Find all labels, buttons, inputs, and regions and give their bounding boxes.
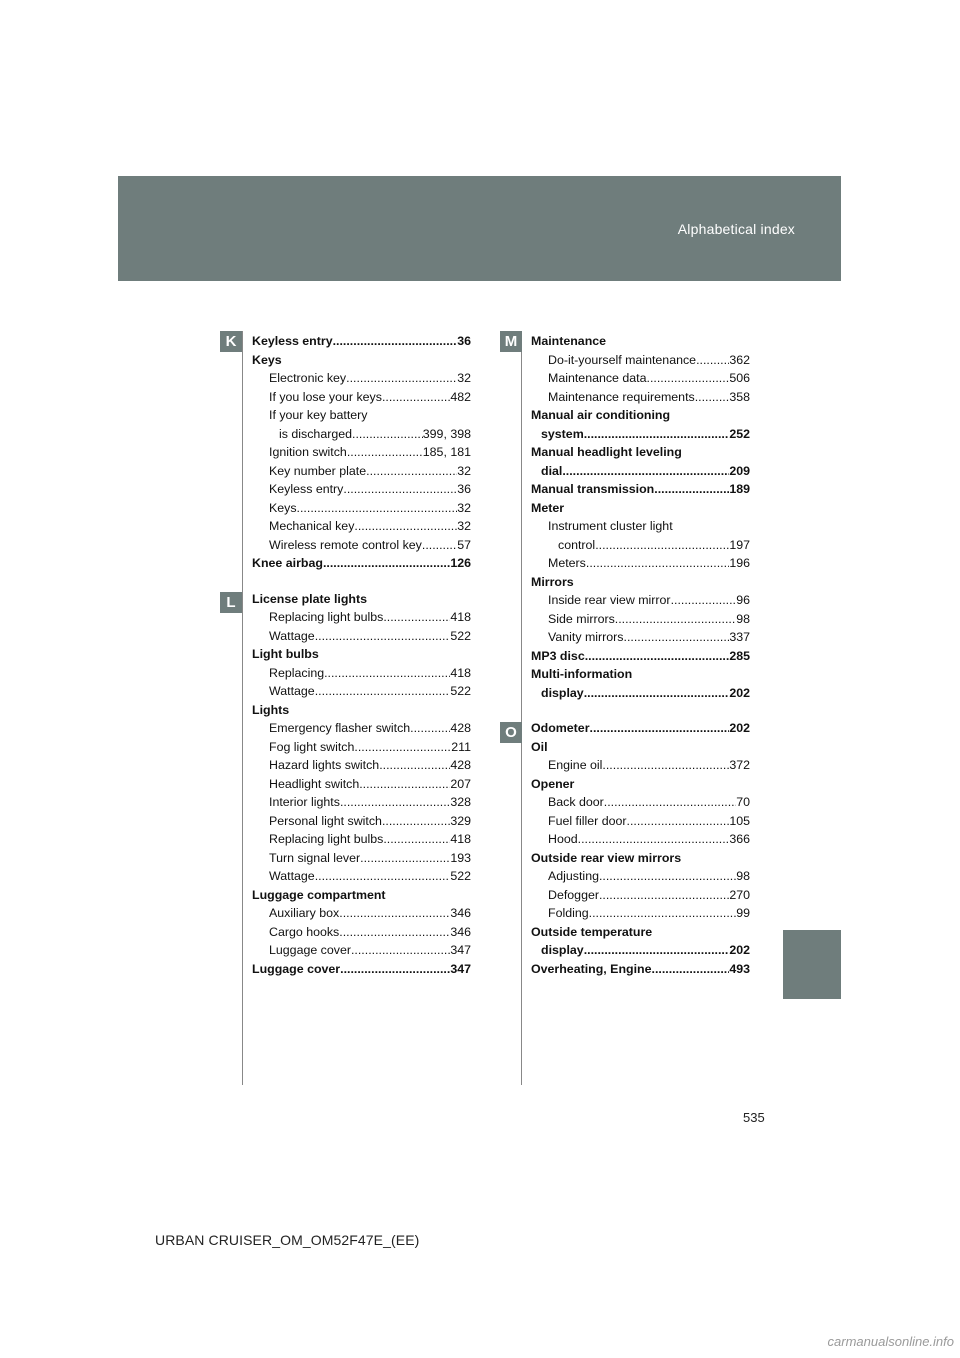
index-column-left [252, 332, 471, 978]
dot-leader [383, 608, 450, 627]
dot-leader [624, 628, 730, 647]
entry-term: Auxiliary box [269, 906, 340, 920]
page-reference[interactable]: 399, 398 [422, 426, 471, 441]
dot-leader [584, 425, 730, 444]
index-subentry [531, 591, 750, 610]
index-subentry [531, 369, 750, 388]
section-thumb-tab [783, 930, 841, 999]
dot-leader [589, 904, 737, 923]
page-reference[interactable]: 328 [450, 795, 471, 809]
index-heading [531, 775, 750, 794]
dot-leader [584, 684, 730, 703]
index-heading [531, 665, 750, 684]
page-reference[interactable]: 346 [450, 924, 471, 939]
dot-leader [366, 462, 457, 481]
index-subentry [252, 756, 471, 775]
index-heading [252, 645, 471, 664]
entry-term: Wattage [269, 869, 315, 883]
dot-leader [323, 554, 450, 573]
entry-term: If you lose your keys [269, 389, 382, 404]
dot-leader [599, 886, 729, 905]
dot-leader [599, 867, 736, 886]
watermark: carmanualsonline.info [827, 1334, 954, 1349]
dot-leader [352, 425, 423, 444]
index-subentry [531, 610, 750, 629]
index-column-right [531, 332, 750, 978]
index-subentry [252, 608, 471, 627]
dot-leader [347, 443, 423, 462]
entry-term: Wattage [269, 684, 315, 698]
section-letter-l: L [220, 592, 242, 613]
dot-leader [346, 369, 457, 388]
page-reference[interactable]: 428 [450, 758, 471, 772]
entry-term: Folding [548, 906, 589, 920]
dot-leader [333, 332, 458, 351]
entry-term: Engine oil [548, 758, 603, 772]
page-reference[interactable]: 211 [451, 739, 471, 754]
page-reference[interactable]: 193 [450, 850, 471, 865]
index-heading [531, 406, 750, 425]
dot-leader [354, 517, 457, 536]
entry-term: Keyless entry [252, 334, 333, 348]
dot-leader [595, 536, 729, 555]
index-subentry [252, 369, 471, 388]
index-heading [252, 351, 471, 370]
entry-term: Manual transmission [531, 482, 655, 496]
entry-term: Manual air conditioning [531, 408, 671, 422]
dot-leader [652, 960, 730, 979]
dot-leader [315, 867, 451, 886]
page-reference[interactable]: 207 [450, 776, 471, 791]
entry-term: Luggage cover [252, 961, 341, 976]
index-subentry [531, 351, 750, 370]
index-subentry [252, 812, 471, 831]
dot-leader [354, 738, 451, 757]
entry-term: Personal light switch [269, 813, 382, 828]
page-reference[interactable]: 329 [450, 813, 471, 828]
index-heading [531, 923, 750, 942]
entry-term: Electronic key [269, 371, 347, 385]
entry-term: Outside temperature [531, 924, 653, 939]
dot-leader [410, 719, 450, 738]
index-heading [252, 590, 471, 609]
page-reference[interactable]: 96 [736, 593, 750, 607]
index-heading [252, 332, 471, 351]
index-subentry [252, 499, 471, 518]
index-heading [531, 332, 750, 351]
dot-leader [324, 664, 450, 683]
page-reference[interactable]: 189 [729, 482, 750, 496]
entry-term: Mirrors [531, 574, 574, 589]
entry-term: Mechanical key [269, 519, 355, 533]
entry-term: Headlight switch [269, 776, 360, 791]
dot-leader [584, 941, 730, 960]
index-heading [531, 684, 750, 703]
index-subentry [252, 664, 471, 683]
page-reference[interactable]: 346 [450, 906, 471, 920]
page-reference[interactable]: 522 [450, 869, 471, 883]
header-title: Alphabetical index [677, 221, 795, 237]
dot-leader [615, 610, 736, 629]
section-letter-m: M [500, 331, 522, 352]
dot-leader [671, 591, 737, 610]
index-subentry [531, 756, 750, 775]
page-reference[interactable]: 98 [736, 611, 750, 626]
entry-term: Knee airbag [252, 556, 323, 570]
index-subentry [252, 867, 471, 886]
page-reference[interactable]: 418 [450, 610, 471, 624]
entry-term: Maintenance data [548, 371, 647, 385]
dot-leader [654, 480, 729, 499]
entry-term: Hazard lights switch [269, 758, 380, 772]
entry-term: Wireless remote control key [269, 537, 422, 552]
page-reference[interactable]: 32 [457, 371, 471, 385]
page-reference[interactable]: 197 [729, 537, 750, 552]
page-reference[interactable]: 185, 181 [422, 445, 471, 459]
entry-term: display [541, 685, 584, 700]
index-subentry [531, 904, 750, 923]
entry-term: Keys [252, 352, 282, 367]
index-subentry [252, 904, 471, 923]
page-reference[interactable]: 270 [729, 887, 750, 902]
dot-leader [339, 904, 450, 923]
entry-term: Luggage cover [269, 943, 351, 957]
entry-term: Replacing light bulbs [269, 832, 384, 846]
entry-term: Wattage [269, 628, 315, 643]
page-reference[interactable]: 252 [729, 426, 750, 441]
dot-leader [340, 960, 450, 979]
entry-term: MP3 disc [531, 648, 585, 663]
page-reference[interactable]: 522 [450, 684, 471, 698]
index-subentry [531, 886, 750, 905]
page-reference[interactable]: 506 [729, 371, 750, 385]
dot-leader [382, 812, 450, 831]
entry-term: Emergency flasher switch [269, 721, 411, 735]
dot-leader [585, 647, 730, 666]
entry-term: Back door [548, 795, 604, 809]
index-heading [531, 849, 750, 868]
entry-term: Replacing light bulbs [269, 610, 384, 624]
dot-leader [578, 830, 730, 849]
entry-term: Meter [531, 500, 565, 515]
index-subentry [531, 812, 750, 831]
page-reference[interactable]: 358 [729, 389, 750, 404]
entry-term: Ignition switch [269, 445, 347, 459]
entry-term: Outside rear view mirrors [531, 850, 682, 865]
entry-term: Opener [531, 776, 575, 791]
index-subentry [252, 682, 471, 701]
page-reference[interactable]: 32 [457, 500, 471, 515]
index-heading [252, 960, 471, 979]
page-reference[interactable]: 418 [450, 665, 471, 680]
page-reference[interactable]: 482 [450, 389, 471, 404]
entry-term: Luggage compartment [252, 887, 386, 902]
dot-leader [351, 941, 450, 960]
index-subentry [252, 443, 471, 462]
index-heading [531, 573, 750, 592]
page-reference[interactable]: 372 [729, 758, 750, 772]
index-heading [531, 425, 750, 444]
entry-term: Adjusting [548, 869, 599, 883]
index-subentry [531, 517, 750, 536]
index-subentry [531, 793, 750, 812]
section-letter-o: O [500, 722, 522, 743]
page-reference[interactable]: 362 [729, 352, 750, 367]
index-heading [252, 701, 471, 720]
index-subentry [252, 830, 471, 849]
page-reference[interactable]: 209 [729, 463, 750, 478]
entry-term: display [541, 943, 584, 957]
section-letter-k: K [220, 331, 242, 352]
dot-leader [695, 388, 730, 407]
index-subentry [252, 849, 471, 868]
column-rule-right [521, 331, 522, 1085]
entry-term: Interior lights [269, 795, 340, 809]
dot-leader [627, 812, 730, 831]
index-subentry [252, 719, 471, 738]
dot-leader [315, 682, 451, 701]
page-reference[interactable]: 366 [729, 832, 750, 846]
index-heading [531, 719, 750, 738]
index-subentry [252, 388, 471, 407]
page-reference[interactable]: 99 [736, 906, 750, 920]
entry-term: Turn signal lever [269, 850, 361, 865]
index-subentry [252, 462, 471, 481]
page-reference[interactable]: 493 [729, 961, 750, 976]
entry-term: Overheating, Engine [531, 961, 652, 976]
entry-term: dial [541, 463, 563, 478]
entry-term: Key number plate [269, 463, 367, 478]
page-reference[interactable]: 202 [729, 943, 750, 957]
page-reference[interactable]: 337 [729, 630, 750, 644]
dot-leader [382, 388, 450, 407]
index-subentry [531, 388, 750, 407]
page-reference[interactable]: 98 [736, 869, 750, 883]
dot-leader [696, 351, 729, 370]
entry-term: Maintenance [531, 334, 607, 348]
entry-term: Manual headlight leveling [531, 445, 682, 459]
dot-leader [339, 923, 450, 942]
entry-term: is discharged [279, 426, 353, 441]
entry-term: Do-it-yourself maintenance [548, 352, 697, 367]
index-subentry [252, 738, 471, 757]
entry-term: Replacing [269, 665, 325, 680]
entry-term: Vanity mirrors [548, 630, 624, 644]
dot-leader [297, 499, 458, 518]
page-reference[interactable]: 126 [450, 556, 471, 570]
page-reference[interactable]: 522 [450, 628, 471, 643]
dot-leader [422, 536, 457, 555]
entry-term: Hood [548, 832, 578, 846]
entry-term: Keys [269, 500, 297, 515]
dot-leader [343, 480, 457, 499]
index-subentry [252, 517, 471, 536]
page-reference[interactable]: 32 [457, 463, 471, 478]
index-subentry [252, 775, 471, 794]
entry-term: Lights [252, 702, 290, 717]
page-reference[interactable]: 70 [736, 795, 750, 809]
dot-leader [647, 369, 730, 388]
index-subentry [252, 793, 471, 812]
index-heading [531, 443, 750, 462]
dot-leader [586, 554, 729, 573]
index-heading [252, 886, 471, 905]
index-subentry [252, 923, 471, 942]
entry-term: Side mirrors [548, 611, 615, 626]
index-subentry [252, 480, 471, 499]
index-heading [531, 738, 750, 757]
page-reference[interactable]: 105 [729, 813, 750, 828]
entry-term: Multi-information [531, 667, 633, 681]
entry-term: Meters [548, 556, 586, 570]
index-subentry [531, 536, 750, 555]
entry-term: Cargo hooks [269, 924, 340, 939]
page-reference[interactable]: 57 [457, 537, 471, 552]
index-subentry [531, 554, 750, 573]
entry-term: Light bulbs [252, 647, 319, 661]
dot-leader [590, 719, 730, 738]
dot-leader [340, 793, 450, 812]
entry-term: If your key battery [269, 408, 368, 422]
page-reference[interactable]: 347 [450, 961, 471, 976]
index-heading [531, 647, 750, 666]
dot-leader [602, 756, 729, 775]
entry-term: control [558, 537, 596, 552]
entry-term: License plate lights [252, 591, 367, 606]
dot-leader [360, 849, 450, 868]
page-reference[interactable]: 36 [457, 334, 471, 348]
page-reference[interactable]: 36 [457, 482, 471, 496]
dot-leader [562, 462, 729, 481]
dot-leader [604, 793, 736, 812]
index-heading [531, 941, 750, 960]
header-band [118, 176, 841, 281]
document-footer: URBAN CRUISER_OM_OM52F47E_(EE) [155, 1232, 420, 1248]
entry-term: Fuel filler door [548, 813, 627, 828]
index-subentry [252, 406, 471, 425]
page-reference[interactable]: 32 [457, 519, 471, 533]
index-heading [531, 499, 750, 518]
index-subentry [531, 830, 750, 849]
page-reference[interactable]: 285 [729, 648, 750, 663]
entry-term: Keyless entry [269, 482, 344, 496]
index-subentry [252, 627, 471, 646]
index-subentry [531, 867, 750, 886]
page-reference[interactable]: 202 [729, 721, 750, 735]
entry-term: Maintenance requirements [548, 389, 695, 404]
page-reference[interactable]: 347 [450, 943, 471, 957]
page-reference[interactable]: 196 [729, 556, 750, 570]
page-reference[interactable]: 202 [729, 685, 750, 700]
entry-term: Instrument cluster light [548, 519, 673, 533]
dot-leader [379, 756, 450, 775]
section-gap [252, 573, 471, 590]
dot-leader [359, 775, 450, 794]
index-subentry [252, 425, 471, 444]
index-heading [531, 462, 750, 481]
dot-leader [383, 830, 450, 849]
section-gap [531, 702, 750, 719]
entry-term: Oil [531, 739, 548, 754]
page-reference[interactable]: 428 [450, 721, 471, 735]
index-heading [252, 554, 471, 573]
index-subentry [531, 628, 750, 647]
index-subentry [252, 941, 471, 960]
page-number: 535 [743, 1110, 765, 1125]
entry-term: system [541, 426, 584, 441]
entry-term: Inside rear view mirror [548, 593, 671, 607]
column-rule-left [242, 331, 243, 1085]
entry-term: Fog light switch [269, 739, 355, 754]
index-subentry [252, 536, 471, 555]
entry-term: Odometer [531, 721, 590, 735]
dot-leader [315, 627, 451, 646]
index-heading [531, 960, 750, 979]
entry-term: Defogger [548, 887, 599, 902]
index-heading [531, 480, 750, 499]
page-reference[interactable]: 418 [450, 832, 471, 846]
